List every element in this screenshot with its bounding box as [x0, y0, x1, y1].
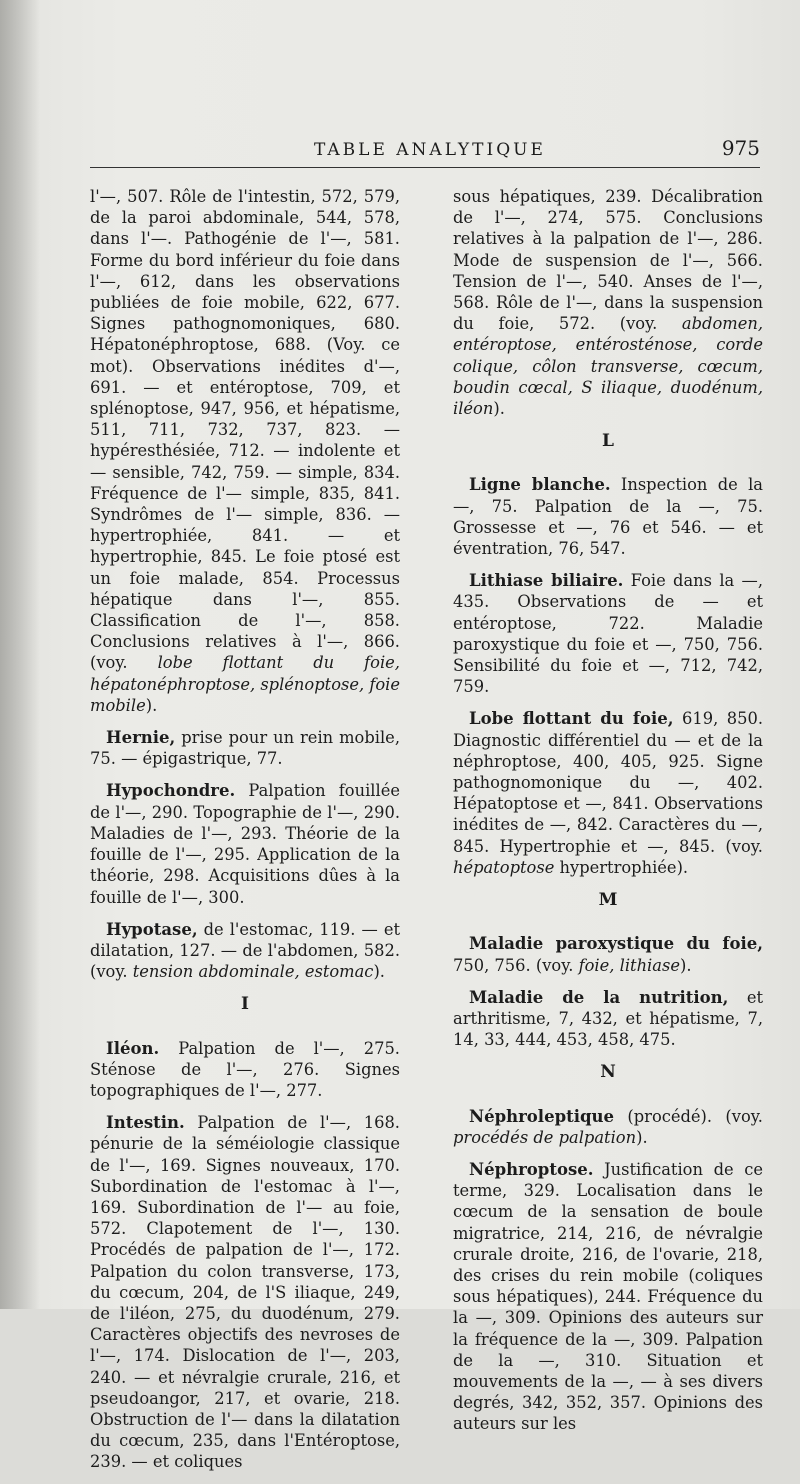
entry-continuation: l'—, 507. Rôle de l'intestin, 572, 579, de la paroi abdominale, 544, 578, dans l'—. Pathogénie de l'—, 581. Forme du bord inférieur du foie dans l'—, 612, dans les observations publiées de foie mobile, 622, 677. Signes pathognomoniques, 680. Hépatonéphroptose, 688. (Voy. ce mot). Observations inédites d'—, 691. — et entéroptose, 709, et splénoptose, 947, 956, et hépatisme, 511, 711, 732, 737, 823. — hypéresthésiée, 712. — indolente et — sensible, 742, 759. — simple, 834. Fréquence de l'— simple, 835, 841. Syndrômes de l'— simple, 836. — hypertrophiée, 841. — et hypertrophie, 845. Le foie ptosé est un foie malade, 854. Processus hépatique dans l'—, 855. Classification de l'—, 858. Conclusions relatives à l'—, 866. (voy. lobe flottant du foie, hépatonéphroptose, splénoptose, foie mobile).: [90, 187, 401, 715]
entry-hypotase: Hypotase, de l'estomac, 119. — et dilatation, 127. — de l'abdomen, 582. (voy. tension abdominale, estomac).: [90, 919, 400, 982]
page-number: 975: [721, 136, 760, 160]
entry-hernie: Hernie, prise pour un rein mobile, 75. — épigastrique, 77.: [90, 728, 400, 769]
entry-term: Néphroleptique: [469, 1106, 615, 1126]
entry-term: Iléon.: [106, 1038, 160, 1058]
entry-nephroptose: Néphroptose. Justification de ce terme, 329. Localisation dans le cœcum de la sensation de boule migratrice, 214, 216, de névralgie crurale droite, 216, de l'ovarie, 218, des crises du rein mobile (coliques sous hépatiques), 244. Fréquence du la —, 309. Opinions des auteurs sur la fréquence de la —, 309. Palpation de la —, 310. Situation et mouvements de la —, — à ses divers degrés, 342, 352, 357. Opinions des auteurs sur les: [453, 1159, 763, 1434]
section-letter-m: M: [598, 890, 618, 911]
entry-ligne-blanche: Ligne blanche. Inspection de la —, 75. Palpation de la —, 75. Grossesse et —, 76 et 546. — et éventration, 76, 547.: [453, 475, 763, 559]
entry-hypochondre: Hypochondre. Palpation fouillée de l'—, 290. Topographie de l'—, 290. Maladies de l'—, 293. Théorie de la fouille de l'—, 295. Application de la théorie, 298. Acquisitions dûes à la fouille de l'—, 300.: [90, 781, 400, 907]
entry-term: Néphroptose.: [469, 1159, 594, 1179]
entry-lithiase-biliaire: Lithiase biliaire. Foie dans la —, 435. Observations de — et entéroptose, 722. Maladie paroxystique du foie et —, 750, 756. Sensibilité du foie et —, 712, 742, 759.: [453, 571, 764, 697]
entry-ileon: Iléon. Palpation de l'—, 275. Sténose de l'—, 276. Signes topographiques de l'—, 277.: [90, 1038, 400, 1100]
entry-term: Maladie de la nutrition,: [469, 987, 729, 1007]
entry-term: Hypotase,: [106, 919, 198, 939]
entry-term: Hypochondre.: [106, 781, 236, 801]
right-column: [453, 186, 763, 1446]
header-rule: [90, 167, 760, 168]
entry-term: Intestin.: [106, 1113, 185, 1133]
running-title: TABLE ANALYTIQUE: [314, 140, 546, 160]
section-letter-i: I: [241, 994, 249, 1015]
entry-maladie-nutrition: Maladie de la nutrition, et arthritisme, 7, 432, et hépatisme, 7, 14, 33, 444, 453, 458, 475.: [453, 987, 764, 1050]
entry-term: Lobe flottant du foie,: [469, 709, 674, 729]
entry-maladie-paroxystique: Maladie paroxystique du foie, 750, 756. (voy. foie, lithiase).: [453, 934, 763, 975]
section-letter-n: N: [600, 1062, 616, 1083]
entry-term: Lithiase biliaire.: [469, 571, 624, 591]
entry-term: Maladie paroxystique du foie,: [469, 934, 763, 954]
entry-term: Ligne blanche.: [469, 475, 611, 495]
left-column: [90, 186, 400, 1484]
entry-lobe-flottant: Lobe flottant du foie, 619, 850. Diagnostic différentiel du — et de la néphroptose, 400, 405, 925. Signe pathognomonique du —, 402. Hépatoptose et —, 841. Observations inédites de —, 842. Caractères du —, 845. Hypertrophie et —, 845. (voy. hépatoptose hypertrophiée).: [453, 709, 763, 877]
section-letter-l: L: [602, 431, 614, 452]
entry-intestin: Intestin. Palpation de l'—, 168. pénurie de la séméiologie classique de l'—, 169. Signes nouveaux, 170. Subordination de l'estomac à l'—, 169. Subordination de l'— au foie, 572. Clapotement de l'—, 130. Procédés de palpation de l'—, 172. Palpation du colon transverse, 173, du cœcum, 204, de l'S iliaque, 249, de l'iléon, 275, du duodénum, 279. Caractères objectifs des nevroses de l'—, 174. Dislocation de l'—, 203, 240. — et névralgie crurale, 216, et pseudoangor, 217, et ovarie, 218. Obstruction de l'— dans la dilatation du cœcum, 235, dans l'Entéroptose, 239. — et coliques: [90, 1113, 400, 1472]
entry-term: Hernie,: [106, 728, 176, 748]
entry-nephroleptique: Néphroleptique (procédé). (voy. procédés de palpation).: [453, 1106, 763, 1147]
torn-edge-shadow: [0, 0, 40, 1309]
page-header: [90, 136, 760, 168]
entry-continuation: sous hépatiques, 239. Décalibration de l'—, 274, 575. Conclusions relatives à la palpation de l'—, 286. Mode de suspension de l'—, 566. Tension de l'—, 540. Anses de l'—, 568. Rôle de l'—, dans la suspension du foie, 572. (voy. abdomen, entéroptose, entérosténose, corde colique, côlon transverse, cœcum, boudin cœcal, S iliaque, duodénum, iléon).: [453, 187, 763, 419]
